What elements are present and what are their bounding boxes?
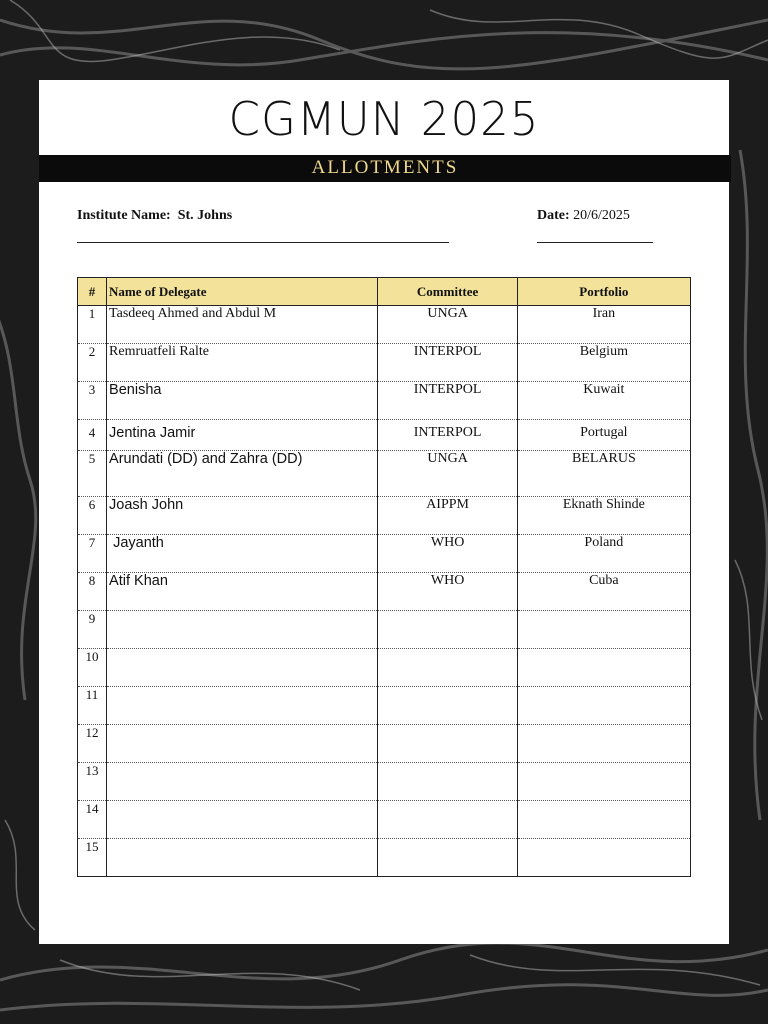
table-row bbox=[78, 611, 691, 649]
portfolio-cell bbox=[517, 611, 690, 649]
committee-cell bbox=[378, 687, 517, 725]
portfolio-cell bbox=[517, 687, 690, 725]
portfolio-cell: Cuba bbox=[517, 573, 690, 611]
table-row bbox=[78, 382, 691, 420]
table-row bbox=[78, 497, 691, 535]
date-label: Date: bbox=[537, 208, 570, 223]
delegate-name: Tasdeeq Ahmed and Abdul M bbox=[107, 306, 378, 344]
delegate-name: Remruatfeli Ralte bbox=[107, 344, 378, 382]
portfolio-cell: BELARUS bbox=[517, 451, 690, 497]
delegate-name bbox=[107, 725, 378, 763]
committee-cell: INTERPOL bbox=[378, 420, 517, 451]
portfolio-cell bbox=[517, 839, 690, 877]
header-number: # bbox=[78, 278, 107, 306]
delegate-name: Arundati (DD) and Zahra (DD) bbox=[107, 451, 378, 497]
institute-underline bbox=[77, 242, 449, 243]
committee-cell bbox=[378, 801, 517, 839]
portfolio-cell bbox=[517, 725, 690, 763]
portfolio-cell bbox=[517, 763, 690, 801]
portfolio-cell: Belgium bbox=[517, 344, 690, 382]
row-number: 12 bbox=[78, 725, 107, 763]
institute-value: St. Johns bbox=[177, 208, 233, 223]
table-row bbox=[78, 535, 691, 573]
row-number: 6 bbox=[78, 497, 107, 535]
row-number: 5 bbox=[78, 451, 107, 497]
header-portfolio: Portfolio bbox=[517, 278, 690, 306]
institute-label: Institute Name: bbox=[77, 208, 171, 223]
header-delegate: Name of Delegate bbox=[107, 278, 378, 306]
row-number: 2 bbox=[78, 344, 107, 382]
committee-cell: INTERPOL bbox=[378, 344, 517, 382]
row-number: 13 bbox=[78, 763, 107, 801]
allotments-band bbox=[39, 155, 731, 182]
delegate-name bbox=[107, 801, 378, 839]
date-value: 20/6/2025 bbox=[573, 208, 630, 223]
table-header-row bbox=[78, 278, 691, 306]
row-number: 9 bbox=[78, 611, 107, 649]
allotments-sheet bbox=[39, 80, 729, 944]
committee-cell: WHO bbox=[378, 535, 517, 573]
portfolio-cell bbox=[517, 801, 690, 839]
band-label: ALLOTMENTS bbox=[311, 157, 459, 178]
committee-cell: WHO bbox=[378, 573, 517, 611]
portfolio-cell: Iran bbox=[517, 306, 690, 344]
committee-cell: UNGA bbox=[378, 306, 517, 344]
committee-cell: INTERPOL bbox=[378, 382, 517, 420]
committee-cell bbox=[378, 649, 517, 687]
portfolio-cell bbox=[517, 649, 690, 687]
portfolio-cell: Poland bbox=[517, 535, 690, 573]
delegate-name bbox=[107, 839, 378, 877]
delegate-name: Jayanth bbox=[107, 535, 378, 573]
committee-cell bbox=[378, 763, 517, 801]
table-row bbox=[78, 344, 691, 382]
row-number: 4 bbox=[78, 420, 107, 451]
delegate-name bbox=[107, 763, 378, 801]
portfolio-cell: Eknath Shinde bbox=[517, 497, 690, 535]
table-row bbox=[78, 573, 691, 611]
institute-line bbox=[77, 208, 232, 224]
row-number: 11 bbox=[78, 687, 107, 725]
delegate-name: Jentina Jamir bbox=[107, 420, 378, 451]
committee-cell bbox=[378, 839, 517, 877]
delegate-name: Joash John bbox=[107, 497, 378, 535]
delegate-name bbox=[107, 611, 378, 649]
header-committee: Committee bbox=[378, 278, 517, 306]
table-row bbox=[78, 420, 691, 451]
committee-cell bbox=[378, 725, 517, 763]
row-number: 15 bbox=[78, 839, 107, 877]
table-row bbox=[78, 306, 691, 344]
table-row bbox=[78, 451, 691, 497]
row-number: 7 bbox=[78, 535, 107, 573]
table-row bbox=[78, 649, 691, 687]
portfolio-cell: Portugal bbox=[517, 420, 690, 451]
row-number: 1 bbox=[78, 306, 107, 344]
table-row bbox=[78, 687, 691, 725]
table-row bbox=[78, 763, 691, 801]
table-row bbox=[78, 839, 691, 877]
row-number: 10 bbox=[78, 649, 107, 687]
row-number: 14 bbox=[78, 801, 107, 839]
delegate-name bbox=[107, 687, 378, 725]
committee-cell bbox=[378, 611, 517, 649]
delegate-name: Atif Khan bbox=[107, 573, 378, 611]
table-row bbox=[78, 801, 691, 839]
date-line bbox=[537, 208, 630, 224]
page-title: CGMUN 2025 bbox=[228, 92, 540, 146]
allotments-table bbox=[77, 277, 691, 877]
committee-cell: AIPPM bbox=[378, 497, 517, 535]
date-underline bbox=[537, 242, 653, 243]
table-row bbox=[78, 725, 691, 763]
portfolio-cell: Kuwait bbox=[517, 382, 690, 420]
delegate-name: Benisha bbox=[107, 382, 378, 420]
row-number: 3 bbox=[78, 382, 107, 420]
committee-cell: UNGA bbox=[378, 451, 517, 497]
row-number: 8 bbox=[78, 573, 107, 611]
delegate-name bbox=[107, 649, 378, 687]
